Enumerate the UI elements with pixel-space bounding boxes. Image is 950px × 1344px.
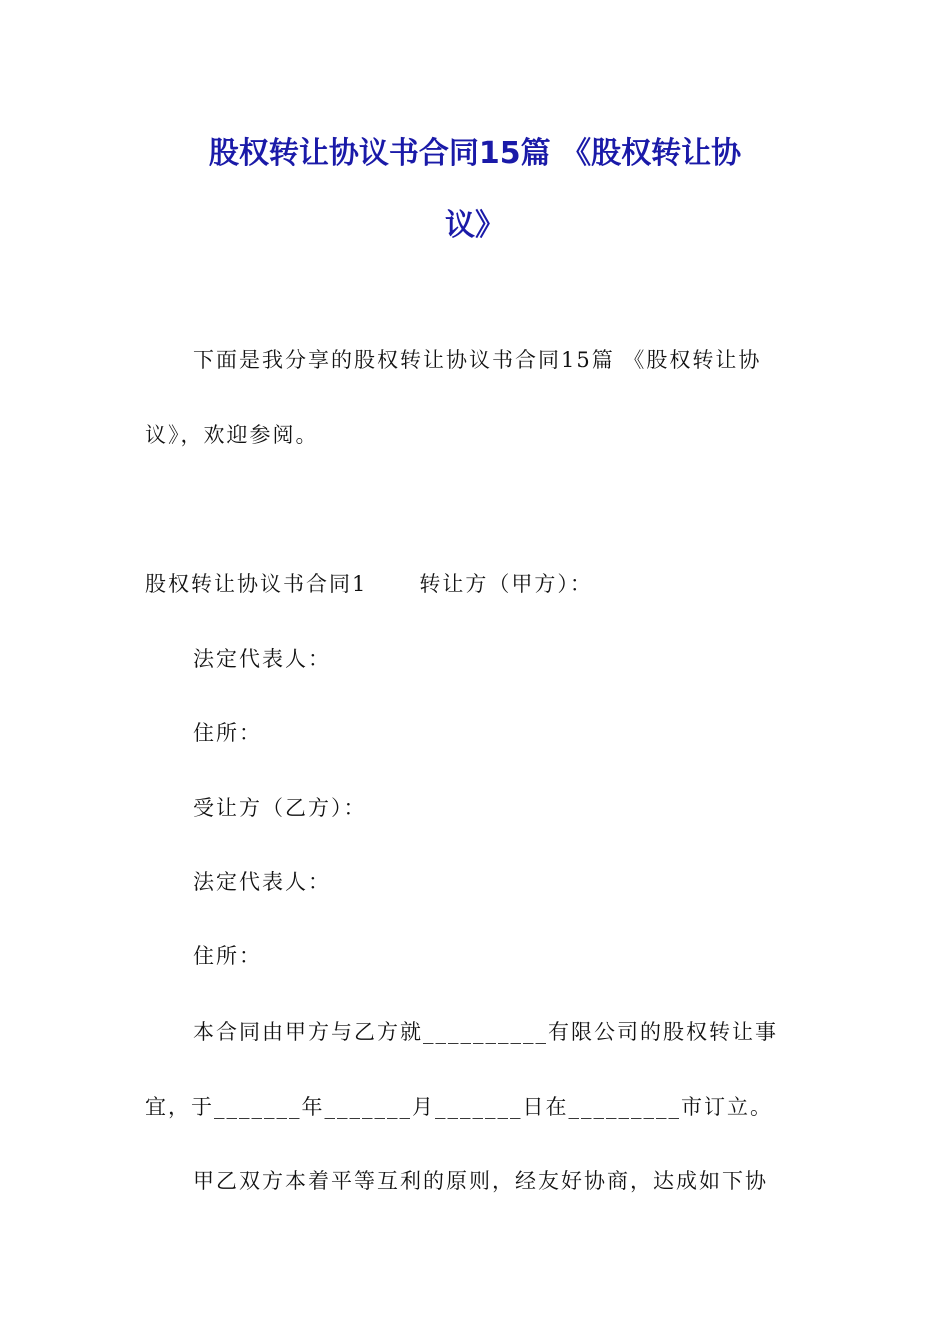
field-legal-rep-1: 法定代表人：	[193, 647, 331, 671]
field-address-2: 住所：	[193, 944, 262, 968]
document-title-line-2: 议》	[445, 208, 505, 243]
field-transferee: 受让方（乙方）：	[193, 796, 367, 820]
intro-line-1: 下面是我分享的股权转让协议书合同15篇 《股权转让协	[193, 348, 762, 372]
body-paragraph-1-line-2: 宜，于_______年_______月_______日在_________市订立。	[145, 1095, 773, 1119]
field-address-1: 住所：	[193, 721, 262, 745]
document-title-line-1: 股权转让协议书合同15篇 《股权转让协	[208, 136, 742, 171]
transferor-label: 转让方（甲方）：	[419, 572, 593, 596]
field-legal-rep-2: 法定代表人：	[193, 870, 331, 894]
section-heading: 股权转让协议书合同1	[145, 572, 368, 596]
section-heading-row	[145, 569, 593, 599]
body-paragraph-2-line-1: 甲乙双方本着平等互利的原则，经友好协商，达成如下协	[193, 1169, 768, 1193]
body-paragraph-1-line-1: 本合同由甲方与乙方就__________有限公司的股权转让事	[193, 1020, 778, 1044]
intro-line-2: 议》，欢迎参阅。	[145, 423, 319, 447]
